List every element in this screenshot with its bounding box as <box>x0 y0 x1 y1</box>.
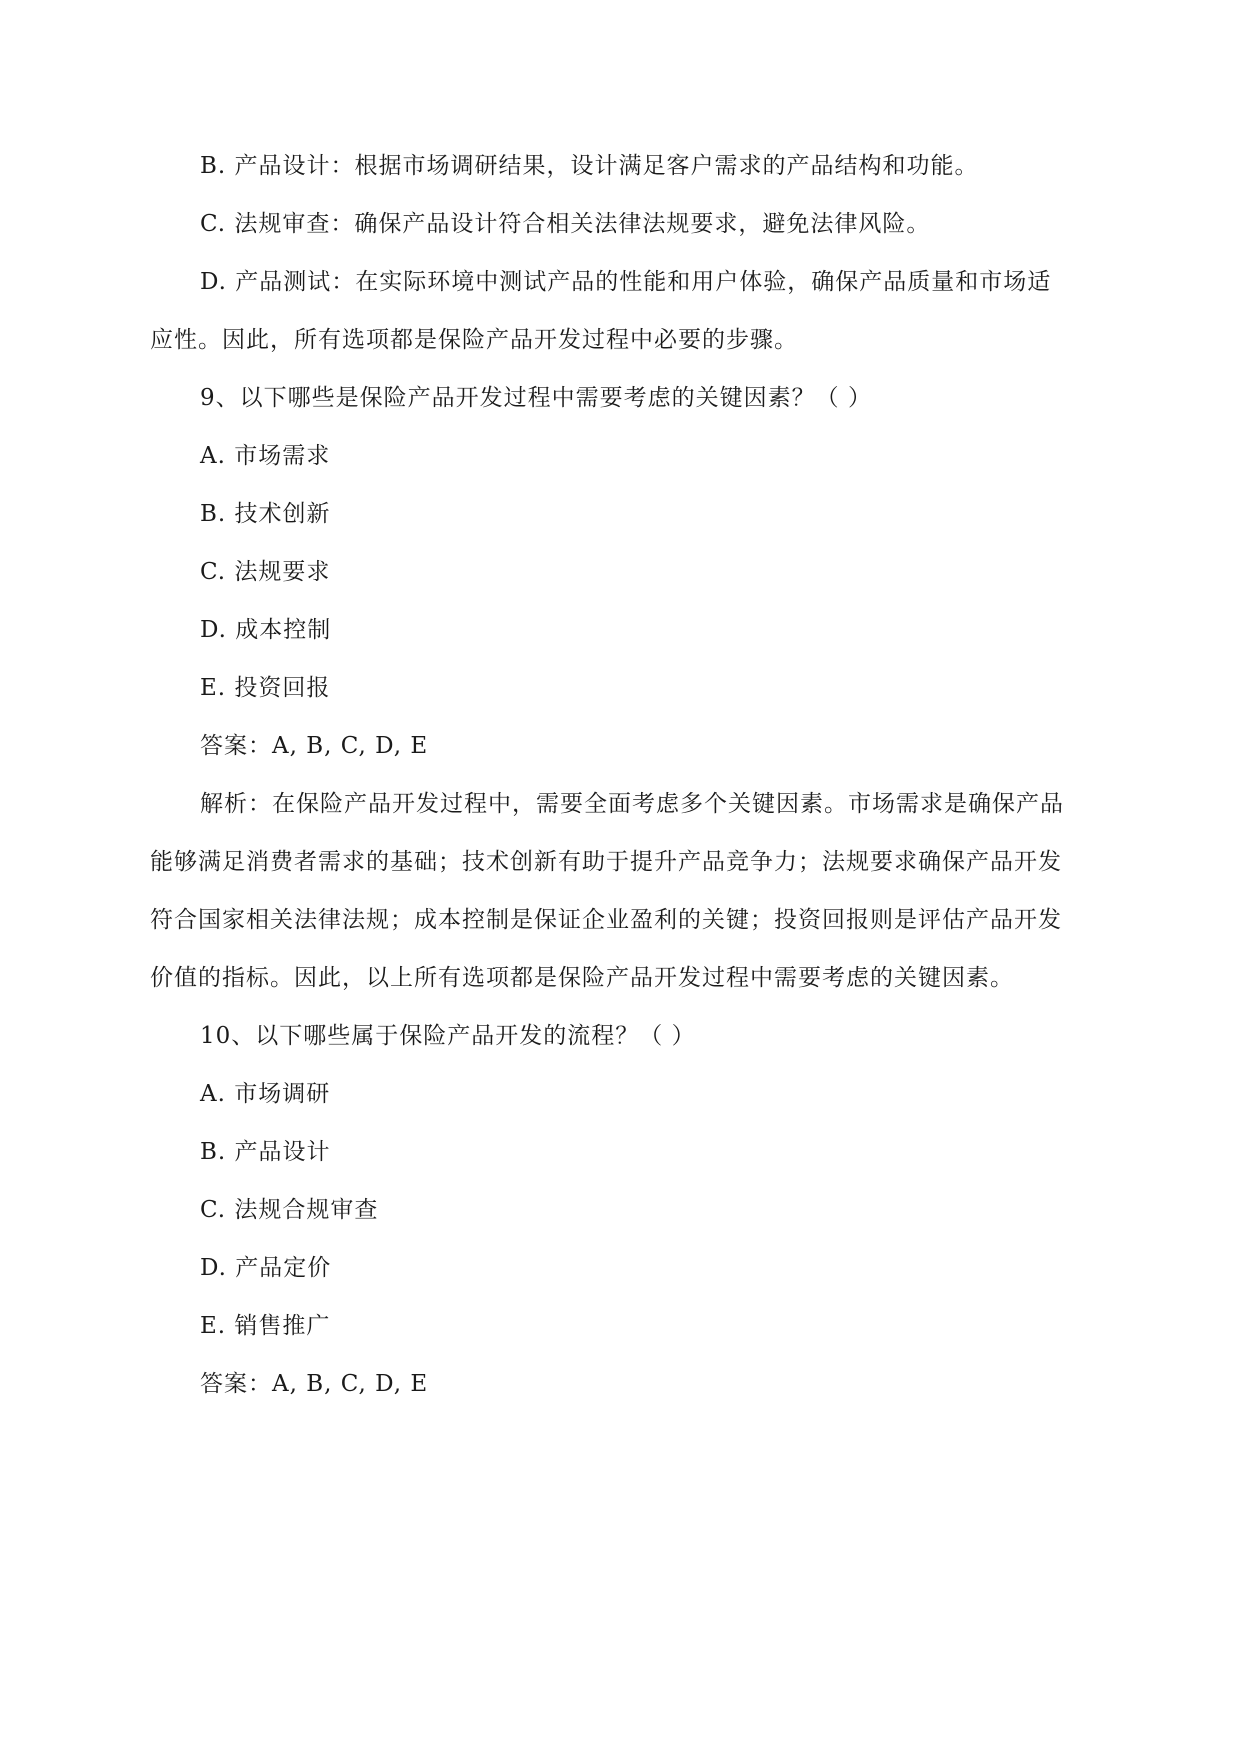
q9-analysis-line-1: 解析：在保险产品开发过程中，需要全面考虑多个关键因素。市场需求是确保产品 <box>200 791 1064 817</box>
q10-answer: 答案：A, B, C, D, E <box>200 1371 429 1397</box>
q8-option-b: B. 产品设计：根据市场调研结果，设计满足客户需求的产品结构和功能。 <box>200 153 979 179</box>
q9-analysis-line-4: 价值的指标。因此，以上所有选项都是保险产品开发过程中需要考虑的关键因素。 <box>150 965 1014 991</box>
q9-answer: 答案：A, B, C, D, E <box>200 733 429 759</box>
q8-option-d: D. 产品测试：在实际环境中测试产品的性能和用户体验，确保产品质量和市场适 <box>200 269 1052 295</box>
q10-question: 10、以下哪些属于保险产品开发的流程？（ ） <box>200 1023 696 1049</box>
q9-analysis-line-3: 符合国家相关法律法规；成本控制是保证企业盈利的关键；投资回报则是评估产品开发 <box>150 907 1062 933</box>
q9-option-d: D. 成本控制 <box>200 617 332 643</box>
q8-option-c: C. 法规审查：确保产品设计符合相关法律法规要求，避免法律风险。 <box>200 211 931 237</box>
q10-option-d: D. 产品定价 <box>200 1255 332 1281</box>
q10-option-e: E. 销售推广 <box>200 1313 331 1339</box>
q10-option-a: A. 市场调研 <box>200 1081 331 1107</box>
q9-question: 9、以下哪些是保险产品开发过程中需要考虑的关键因素？（ ） <box>200 385 872 411</box>
q9-option-b: B. 技术创新 <box>200 501 331 527</box>
q10-option-c: C. 法规合规审查 <box>200 1197 379 1223</box>
q9-analysis-line-2: 能够满足消费者需求的基础；技术创新有助于提升产品竞争力；法规要求确保产品开发 <box>150 849 1062 875</box>
q9-option-c: C. 法规要求 <box>200 559 331 585</box>
q9-option-e: E. 投资回报 <box>200 675 331 701</box>
q8-option-d-continued: 应性。因此，所有选项都是保险产品开发过程中必要的步骤。 <box>150 327 798 353</box>
q10-option-b: B. 产品设计 <box>200 1139 331 1165</box>
q9-option-a: A. 市场需求 <box>200 443 331 469</box>
